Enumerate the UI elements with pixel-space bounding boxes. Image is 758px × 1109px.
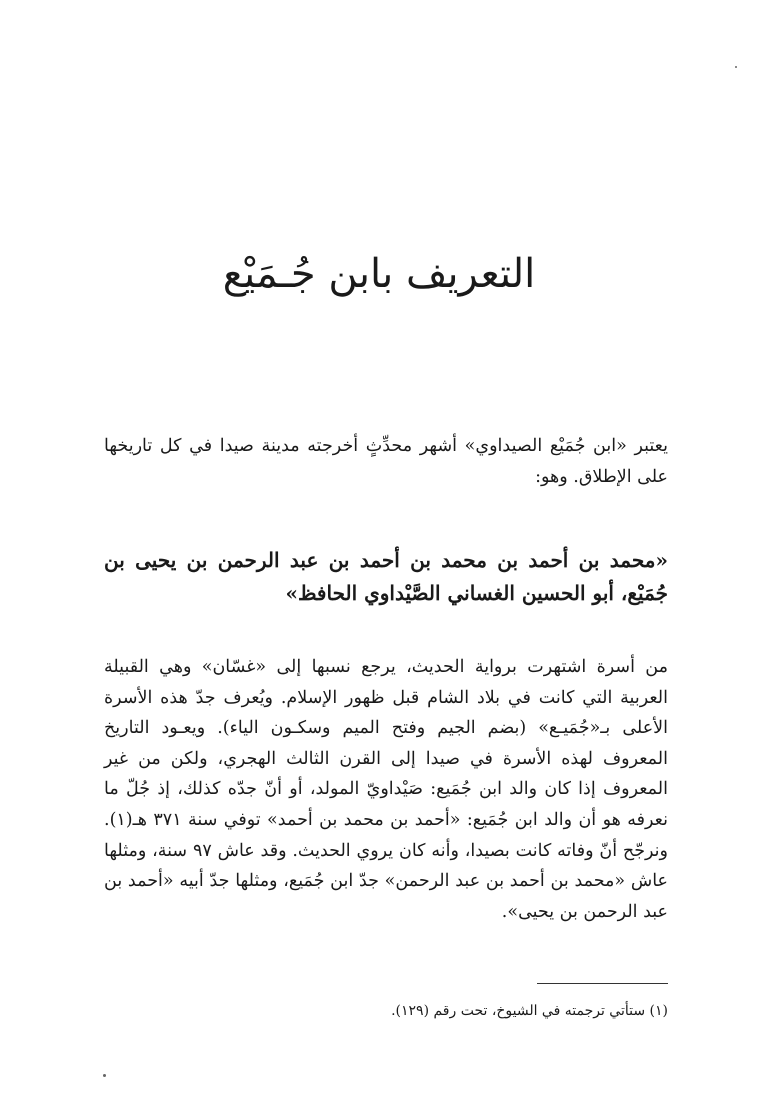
footnote-divider: [537, 983, 668, 984]
intro-paragraph: يعتبر «ابن جُمَيْع الصيداوي» أشهر محدِّثٍ أخرجته مدينة صيدا في كل تاريخها على الإطلاق. وهو:: [104, 436, 668, 487]
footnote: (١) ستأتي ترجمته في الشيوخ، تحت رقم (١٢٩).: [391, 1003, 668, 1019]
page-title: التعريف بابن جُـمَيْع: [222, 251, 536, 297]
full-name-heading: «محمد بن أحمد بن محمد بن أحمد بن عبد الرحمن بن يحيى بن جُمَيْع، أبو الحسين الغساني الصَّيْداوي الحافظ»: [104, 548, 668, 605]
scan-speck: [735, 66, 737, 68]
scan-speck: [103, 1074, 106, 1077]
body-paragraph: من أسرة اشتهرت برواية الحديث، يرجع نسبها إلى «غسّان» وهي القبيلة العربية التي كانت في بلاد الشام قبل ظهور الإسلام. ويُعرف جدّ هذه الأسرة الأعلى بـ«جُمَيـع» (بضم الجيم وفتح الميم وسكـون الياء). ويعـود التاريخ المعروف لهذه الأسرة في صيدا إلى القرن الثالث الهجري، ولكن من غير المعروف إذا كان والد ابن جُمَيع: صَيْداويّ المولد، أو أنّ جدّه كذلك، إذ جُلّ ما نعرفه هو أن والد ابن جُمَيع: «أحمد بن محمد بن أحمد» توفي سنة ٣٧١ هـ(١). ونرجّح أنّ وفاته كانت بصيدا، وأنه كان يروي الحديث. وقد عاش ٩٧ سنة، ومثلها عاش «محمد بن أحمد بن عبد الرحمن» جدّ ابن جُمَيع، ومثلها جدّ أبيه «أحمد بن عبد الرحمن بن يحيى».: [104, 657, 668, 922]
